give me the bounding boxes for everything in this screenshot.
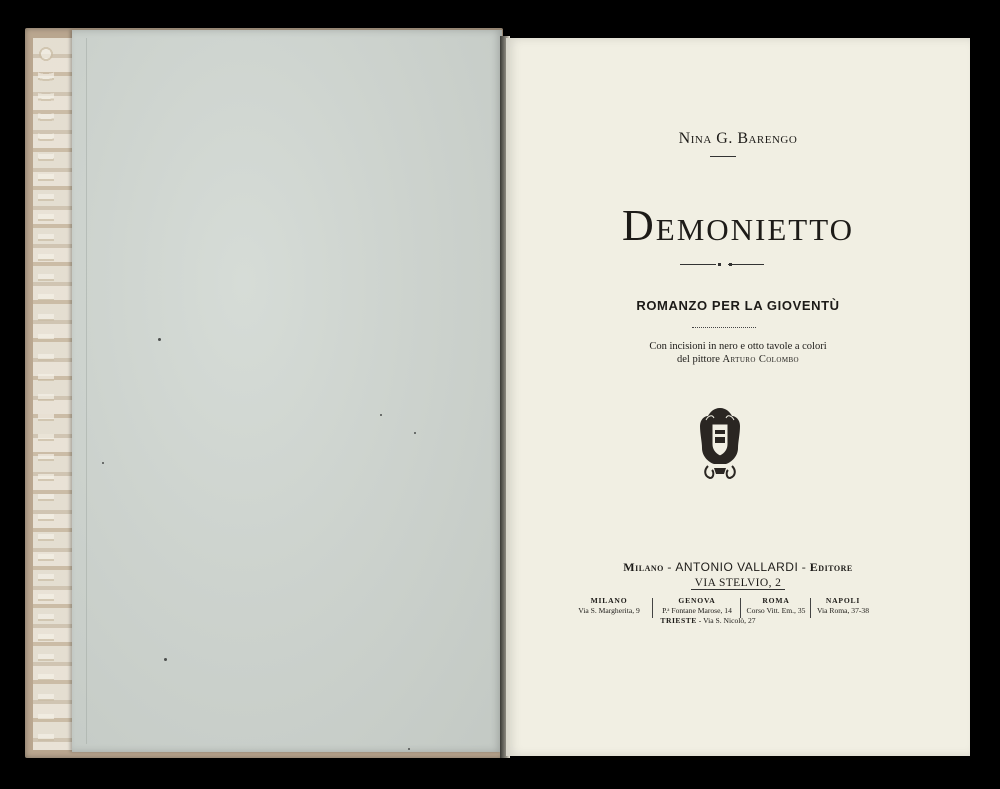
publisher-crest-icon bbox=[694, 406, 746, 486]
imprint-separator: - bbox=[798, 560, 810, 574]
branch-address: Via Roma, 37-38 bbox=[816, 606, 870, 615]
publisher-role: Editore bbox=[809, 560, 853, 574]
branch-dash: - bbox=[696, 616, 704, 625]
illustration-credit bbox=[506, 340, 970, 366]
branch-divider bbox=[740, 598, 741, 618]
publisher-imprint bbox=[506, 560, 970, 575]
branch-milano bbox=[566, 596, 652, 616]
author-name: Nina G. Barengo bbox=[678, 130, 798, 147]
credit-artist: Arturo Colombo bbox=[722, 354, 799, 365]
book-title: Demonietto bbox=[621, 201, 854, 250]
endpaper-fold bbox=[86, 38, 492, 744]
branch-address: Corso Vitt. Em., 35 bbox=[746, 606, 806, 615]
endpaper-page bbox=[72, 30, 502, 752]
branch-divider bbox=[810, 598, 811, 618]
credit-prefix: del pittore bbox=[677, 354, 720, 365]
branch-address: Via S. Nicolò, 27 bbox=[703, 616, 756, 625]
subtitle-rule bbox=[692, 327, 756, 328]
publisher-address bbox=[506, 577, 970, 589]
title-page bbox=[506, 38, 970, 756]
branch-genova bbox=[654, 596, 740, 616]
lace-pattern bbox=[38, 44, 54, 744]
paper-speck bbox=[102, 462, 104, 464]
paper-speck bbox=[158, 338, 161, 341]
branch-city: NAPOLI bbox=[825, 596, 861, 605]
branch-city: TRIESTE bbox=[660, 616, 697, 625]
paper-speck bbox=[380, 414, 382, 416]
street-line: VIA STELVIO, 2 bbox=[691, 577, 786, 590]
branch-city: GENOVA bbox=[678, 596, 716, 605]
imprint-city: Milano bbox=[623, 560, 664, 574]
paper-speck bbox=[414, 432, 416, 434]
branch-roma bbox=[742, 596, 810, 616]
credit-line-2 bbox=[506, 353, 970, 366]
book-subtitle: ROMANZO PER LA GIOVENTÙ bbox=[636, 298, 840, 313]
title-ornament bbox=[680, 263, 764, 267]
credit-line-1: Con incisioni in nero e otto tavole a colori bbox=[649, 341, 827, 352]
branch-address: Via S. Margherita, 9 bbox=[578, 606, 640, 615]
author-rule bbox=[710, 156, 736, 157]
branch-napoli bbox=[812, 596, 874, 616]
branch-address: P.ᵃ Fontane Marose, 14 bbox=[662, 606, 732, 615]
branch-city: MILANO bbox=[590, 596, 628, 605]
paper-speck bbox=[164, 658, 167, 661]
publisher-name: ANTONIO VALLARDI bbox=[675, 560, 799, 574]
branch-trieste bbox=[476, 616, 940, 625]
branch-divider bbox=[652, 598, 653, 618]
branch-city: ROMA bbox=[762, 596, 790, 605]
paper-speck bbox=[408, 748, 410, 750]
imprint-separator: - bbox=[663, 560, 676, 574]
